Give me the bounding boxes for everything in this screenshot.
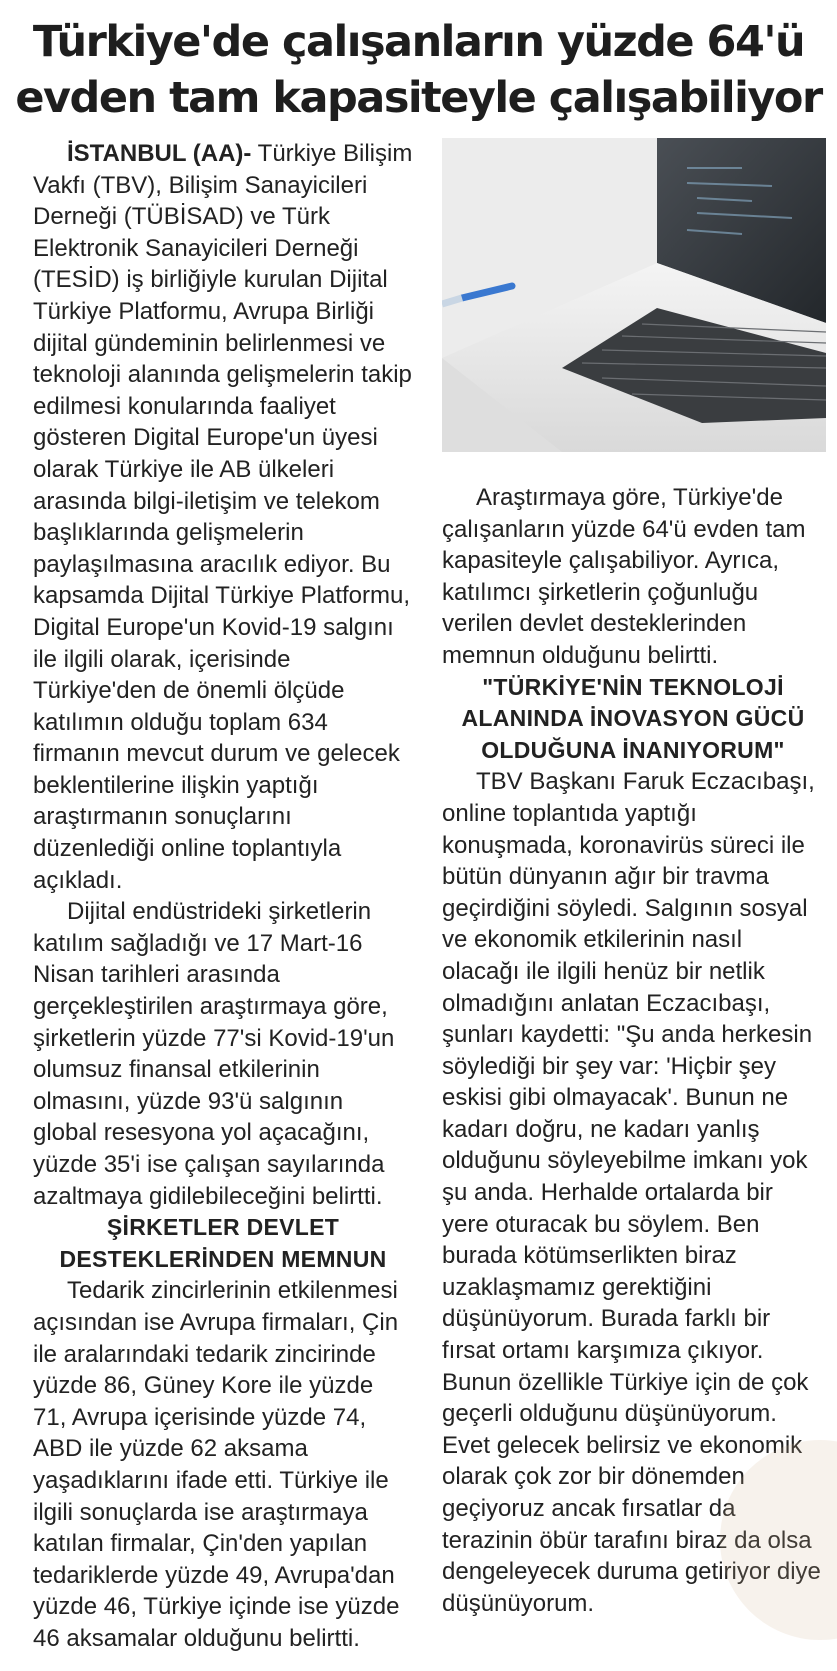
paragraph-remote-work: Araştırmaya göre, Türkiye'de çalışanların yüzde 64'ü evden tam kapasiteyle çalışabiliyor. Ayrıca, katılımcı şirketlerin çoğunluğu verilen devlet desteklerinden memnun olduğunu belirtti. (442, 484, 806, 669)
headline-line-2: evden tam kapasiteyle çalışabiliyor (15, 73, 822, 123)
subhead-state-support (33, 1212, 413, 1275)
paragraph-supply-chain: Tedarik zincirlerinin etkilenmesi açısından ise Avrupa firmaları, Çin ile aralarındaki tedarik zincirinde yüzde 86, Güney Kore ile yüzde 71, Avrupa içerisinde yüzde 74, ABD ile yüzde 62 aksama yaşadıklarını ifade etti. Türkiye ile ilgili sonuçlarda ise araştırmaya katılan firmalar, Çin'den yapılan tedariklerde yüzde 49, Avrupa'dan yüzde 46, Türkiye içinde ise yüzde 46 aksamalar olduğunu belirtti. (33, 1277, 400, 1652)
laptop-photo (442, 138, 826, 452)
laptop-image (442, 138, 826, 452)
paragraph-intro (33, 138, 413, 896)
left-column (33, 138, 413, 1655)
paragraph-research: Dijital endüstrideki şirketlerin katılım sağladığı ve 17 Mart-16 Nisan tarihleri arasında gerçekleştirilen araştırmaya göre, şirketlerin yüzde 77'si Kovid-19'un olumsuz finansal etkilerinin olmasını, yüzde 93'ü salgının global resesyona yol açacağını, yüzde 35'i ise çalışan sayılarında azaltmaya gidilebileceğini belirtti. (33, 898, 395, 1210)
dateline: İSTANBUL (AA)- (67, 140, 252, 167)
headline-line-1: Türkiye'de çalışanların yüzde 64'ü (32, 17, 805, 67)
subhead-line: DESTEKLERİNDEN MEMNUN (59, 1245, 387, 1272)
paragraph-intro-text: Türkiye Bilişim Vakfı (TBV), Bilişim Sanayicileri Derneği (TÜBİSAD) ve Türk Elektronik Sanayicileri Derneği (TESİD) iş birliğiyle kurulan Dijital Türkiye Platformu, Avrupa Birliği dijital gündeminin belirlenmesi ve teknoloji alanında gelişmelerin takip edilmesi konularında faaliyet gösteren Digital Europe'un üyesi olarak Türkiye ile AB ülkeleri arasında bilgi-iletişim ve telekom başlıklarında gelişmelerin paylaşılmasına aracılık ediyor. Bu kapsamda Dijital Türkiye Platformu, Digital Europe'un Kovid-19 salgını ile ilgili olarak, içerisinde Türkiye'den de önemli ölçüde katılımın olduğu toplam 634 firmanın mevcut durum ve gelecek beklentilerine ilişkin yaptığı araştırmanın sonuçlarını düzenlediği online toplantıyla açıkladı. (33, 140, 413, 894)
right-column (442, 138, 824, 1619)
subhead-line: "TÜRKİYE'NİN TEKNOLOJİ (482, 673, 784, 700)
subhead-line: OLDUĞUNA İNANIYORUM" (481, 736, 785, 763)
paragraph-quote: TBV Başkanı Faruk Eczacıbaşı, online toplantıda yaptığı konuşmada, koronavirüs süreci ile bütün dünyanın ağır bir travma geçirdiğini söyledi. Salgının sosyal ve ekonomik etkilerinin nasıl olacağı ile ilgili henüz bir netlik olmadığını anlatan Eczacıbaşı, şunları kaydetti: "Şu anda herkesin söylediği bir şey var: 'Hiçbir şey eskisi gibi olmayacak'. Bunun ne kadarı doğru, ne kadarı yanlış olduğunu söyleyebilme imkanı yok şu anda. Herhalde ortalarda bir yere oturacak bu söylem. Ben burada kötümserlikten biraz uzaklaşmamız gerektiğini düşünüyorum. Burada farklı bir fırsat ortamı karşımıza çıkıyor. Bunun özellikle Türkiye için de çok geçerli olduğunu düşünüyorum. Evet gelecek belirsiz ve ekonomik olarak çok zor bir dönemden geçiyoruz ancak fırsatlar da terazinin öbür tarafını biraz da olsa dengeleyecek duruma getiriyor diye düşünüyorum. (442, 768, 821, 1617)
subhead-line: ALANINDA İNOVASYON GÜCÜ (461, 705, 805, 732)
subhead-line: ŞİRKETLER DEVLET (106, 1214, 340, 1241)
headline (0, 14, 837, 126)
subhead-innovation (442, 672, 824, 767)
